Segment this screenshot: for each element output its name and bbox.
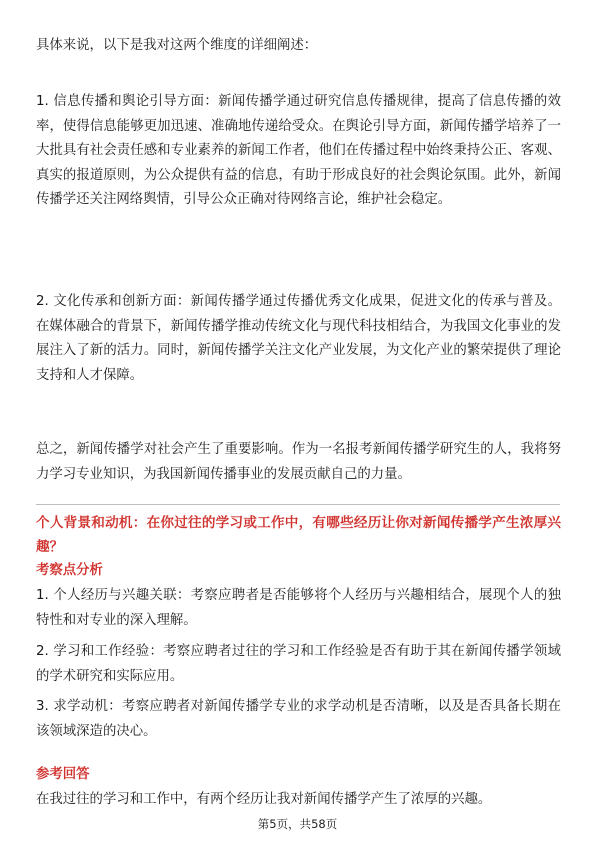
analysis-point-1: 1. 个人经历与兴趣关联：考察应聘者是否能够将个人经历与兴趣相结合，展现个人的独特性和对专业的深入理解。 xyxy=(36,588,561,628)
intro-text: 具体来说，以下是我对这两个维度的详细阐述： xyxy=(36,38,318,53)
analysis-point-3: 3. 求学动机：考察应聘者对新闻传播学专业的求学动机是否清晰，以及是否具备长期在该领域深造的决心。 xyxy=(36,699,561,739)
interview-question: 个人背景和动机：在你过往的学习或工作中，有哪些经历让你对新闻传播学产生浓厚兴趣？ xyxy=(36,515,561,555)
answer-heading: 参考回答 xyxy=(36,767,90,782)
analysis-point-2: 2. 学习和工作经验：考察应聘者过往的学习和工作经验是否有助于其在新闻传播学领域的学术研究和实际应用。 xyxy=(36,644,561,684)
answer-text: 在我过往的学习和工作中，有两个经历让我对新闻传播学产生了浓厚的兴趣。 xyxy=(36,792,492,807)
page-number-footer: 第5页，共58页 xyxy=(257,817,338,831)
analysis-heading: 考察点分析 xyxy=(36,563,103,578)
paragraph-cultural-heritage: 2. 文化传承和创新方面：新闻传播学通过传播优秀文化成果，促进文化的传承与普及。在媒体融合的背景下，新闻传播学推动传统文化与现代科技相结合，为我国文化事业的发展注入了新的活力。同时，新闻传播学关注文化产业发展，为文化产业的繁荣提供了理论支持和人才保障。 xyxy=(36,294,561,383)
paragraph-conclusion: 总之，新闻传播学对社会产生了重要影响。作为一名报考新闻传播学研究生的人，我将努力学习专业知识，为我国新闻传播事业的发展贡献自己的力量。 xyxy=(36,442,561,482)
section-divider xyxy=(36,504,560,505)
paragraph-information-dissemination: 1. 信息传播和舆论引导方面：新闻传播学通过研究信息传播规律，提高了信息传播的效率，使得信息能够更加迅速、准确地传递给受众。在舆论引导方面，新闻传播学培养了一大批具有社会责任感和专业素养的新闻工作者，他们在传播过程中始终秉持公正、客观、真实的报道原则，为公众提供有益的信息，有助于形成良好的社会舆论氛围。此外，新闻传播学还关注网络舆情，引导公众正确对待网络言论，维护社会稳定。 xyxy=(36,94,561,207)
